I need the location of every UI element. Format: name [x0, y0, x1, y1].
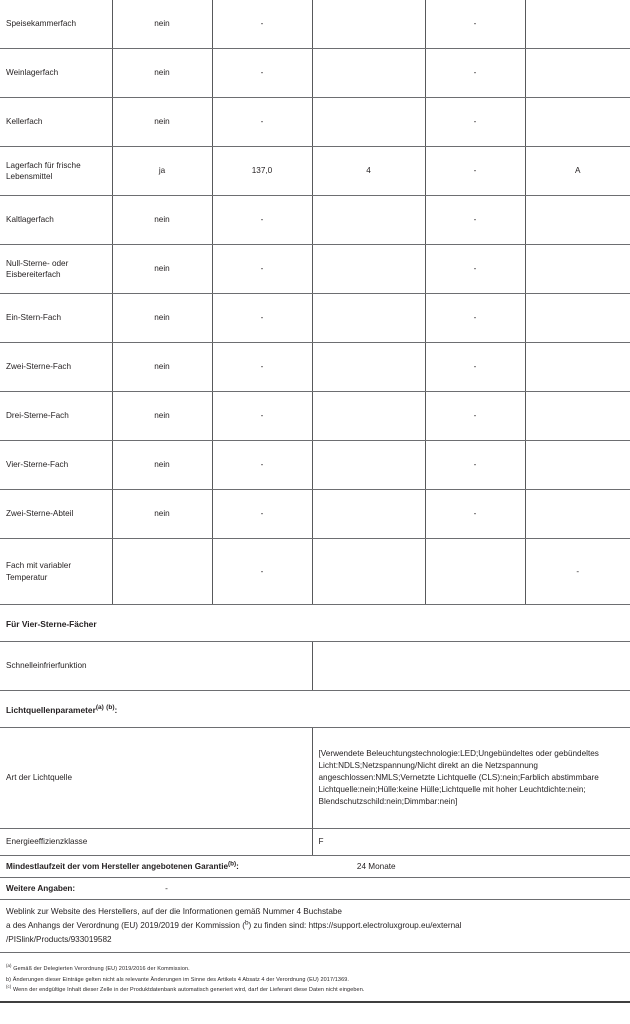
compartment-label: Fach mit variabler Temperatur [0, 539, 112, 605]
footnote-c [6, 986, 624, 995]
footnote-text-c: Wenn der endgültige Inhalt dieser Zelle in der Produktdatenbank automatisch generiert wird, darf der Lieferant diese Daten nicht eingeben. [12, 987, 365, 994]
compartment-defrost-type: - [525, 539, 630, 605]
compartment-volume: - [212, 49, 312, 98]
compartment-label: Speisekammerfach [0, 0, 112, 49]
warranty-label-text: Mindestlaufzeit der vom Hersteller angebotenen Garantie [6, 861, 229, 871]
light-source-kind-value: [Verwendete Beleuchtungstechnologie:LED;Ungebündeltes oder gebündeltes Licht:NDLS;Netzspannung/Nicht direkt an die Netzspannung angeschlossen:NMLS;Vernetzte Lichtquelle (CLS):nein;Farblich abstimmbare Lichtquelle:nein;Hülle:keine Hülle;Lichtquelle mit hoher Leuchtdichte:nein; Blendschutzschild:nein;Dimmbar:nein] [312, 728, 630, 829]
footnotes [0, 957, 630, 1003]
compartment-temperature [312, 294, 425, 343]
compartment-label: Drei-Sterne-Fach [0, 392, 112, 441]
compartment-volume: - [212, 0, 312, 49]
footnote-marker-b: b) [6, 976, 12, 983]
compartment-present: ja [112, 147, 212, 196]
further-info-value: - [165, 883, 168, 893]
compartment-present: nein [112, 245, 212, 294]
compartment-freezing-capacity: - [425, 294, 525, 343]
footnote-ref-b: b [244, 919, 249, 927]
compartment-volume: - [212, 392, 312, 441]
compartment-defrost-type [525, 245, 630, 294]
compartment-temperature [312, 196, 425, 245]
table-row [0, 728, 630, 829]
weblink-line-1: Weblink zur Website des Herstellers, auf der die Informationen gemäß Nummer 4 Buchstabe [6, 907, 342, 916]
compartment-freezing-capacity: - [425, 245, 525, 294]
quick-freeze-label: Schnelleinfrierfunktion [0, 642, 312, 691]
compartment-freezing-capacity: - [425, 343, 525, 392]
compartment-defrost-type [525, 392, 630, 441]
compartment-present: nein [112, 196, 212, 245]
compartment-present: nein [112, 490, 212, 539]
compartment-defrost-type [525, 49, 630, 98]
four-star-table [0, 642, 630, 691]
light-source-kind-label: Art der Lichtquelle [0, 728, 312, 829]
warranty-row [0, 856, 630, 878]
table-row [0, 642, 630, 691]
warranty-label [6, 861, 239, 873]
compartment-freezing-capacity: - [425, 490, 525, 539]
compartment-defrost-type: A [525, 147, 630, 196]
compartment-present: nein [112, 343, 212, 392]
table-row [0, 539, 630, 605]
table-row [0, 98, 630, 147]
footnote-text-b: Änderungen dieser Einträge gelten nicht als relevante Änderungen im Sinne des Artikels 4 Absatz 4 der Verordnung (EU) 2017/1369. [12, 976, 350, 983]
compartment-temperature [312, 0, 425, 49]
table-row [0, 392, 630, 441]
compartment-label: Zwei-Sterne-Abteil [0, 490, 112, 539]
compartment-freezing-capacity: - [425, 49, 525, 98]
compartment-label: Kaltlagerfach [0, 196, 112, 245]
compartment-volume: - [212, 245, 312, 294]
compartment-present: nein [112, 441, 212, 490]
compartment-label: Kellerfach [0, 98, 112, 147]
compartment-temperature [312, 245, 425, 294]
compartment-freezing-capacity: - [425, 98, 525, 147]
table-row [0, 829, 630, 856]
table-row [0, 343, 630, 392]
footnote-ref-b: (b) [106, 704, 115, 712]
compartment-freezing-capacity: - [425, 147, 525, 196]
quick-freeze-value [312, 642, 630, 691]
compartment-label: Weinlagerfach [0, 49, 112, 98]
compartment-freezing-capacity: - [425, 0, 525, 49]
footnote-ref-a: (a) [95, 704, 104, 712]
compartment-present: nein [112, 0, 212, 49]
compartment-volume: - [212, 294, 312, 343]
compartment-present: nein [112, 98, 212, 147]
compartment-temperature [312, 490, 425, 539]
compartment-label: Lagerfach für frische Lebensmittel [0, 147, 112, 196]
compartment-freezing-capacity: - [425, 196, 525, 245]
section-heading-light-source: Lichtquellenparameter$^{(a)}$ $^{(b)}$: [0, 691, 630, 728]
section-heading-four-star: Für Vier-Sterne-Fächer [0, 605, 630, 642]
compartment-temperature [312, 392, 425, 441]
table-row [0, 294, 630, 343]
compartment-label: Zwei-Sterne-Fach [0, 343, 112, 392]
compartment-volume: - [212, 98, 312, 147]
warranty-label-colon: : [236, 861, 239, 871]
energy-efficiency-class-label: Energieeffizienzklasse [0, 829, 312, 856]
table-row [0, 147, 630, 196]
compartment-volume: - [212, 196, 312, 245]
compartment-temperature: 4 [312, 147, 425, 196]
further-info-label: Weitere Angaben: [6, 883, 76, 893]
weblink-row [0, 900, 630, 953]
compartment-freezing-capacity: - [425, 441, 525, 490]
footnote-text-a: Gemäß der Delegierten Verordnung (EU) 2019/2016 der Kommission. [13, 966, 190, 973]
compartment-temperature [312, 539, 425, 605]
compartment-freezing-capacity: - [425, 392, 525, 441]
compartment-temperature [312, 441, 425, 490]
table-row [0, 196, 630, 245]
compartment-volume: - [212, 490, 312, 539]
compartment-temperature [312, 49, 425, 98]
footnote-ref-b: (b) [228, 859, 237, 867]
footnote-marker-c: (c) [6, 984, 12, 990]
four-star-table-body [0, 642, 630, 691]
compartment-present: nein [112, 294, 212, 343]
light-source-heading-text: Lichtquellenparameter [6, 705, 96, 715]
warranty-value: 24 Monate [356, 861, 396, 871]
compartment-defrost-type [525, 196, 630, 245]
compartment-label: Ein-Stern-Fach [0, 294, 112, 343]
table-row [0, 0, 630, 49]
compartment-defrost-type [525, 294, 630, 343]
light-source-table-body [0, 728, 630, 856]
compartment-defrost-type [525, 98, 630, 147]
compartment-present [112, 539, 212, 605]
compartment-defrost-type [525, 490, 630, 539]
compartment-defrost-type [525, 343, 630, 392]
compartment-temperature [312, 98, 425, 147]
further-info-row [0, 878, 630, 900]
compartment-present: nein [112, 49, 212, 98]
light-source-table [0, 728, 630, 856]
table-row [0, 49, 630, 98]
compartment-label: Vier-Sterne-Fach [0, 441, 112, 490]
compartment-volume: - [212, 441, 312, 490]
footnote-b [6, 976, 624, 985]
footnote-a [6, 965, 624, 974]
compartment-temperature [312, 343, 425, 392]
table-row [0, 245, 630, 294]
weblink-line-2-suffix: ) zu finden sind: https://support.electroluxgroup.eu/external [248, 921, 462, 931]
compartment-label: Null-Sterne- oder Eisbereiterfach [0, 245, 112, 294]
compartment-volume: - [212, 343, 312, 392]
compartment-volume: - [212, 539, 312, 605]
table-row [0, 441, 630, 490]
compartment-freezing-capacity [425, 539, 525, 605]
compartment-present: nein [112, 392, 212, 441]
footnote-marker-a: (a) [6, 963, 12, 969]
compartment-defrost-type [525, 441, 630, 490]
compartment-volume: 137,0 [212, 147, 312, 196]
table-row [0, 490, 630, 539]
weblink-line-3: /PISlink/Products/933019582 [6, 935, 112, 945]
compartment-defrost-type [525, 0, 630, 49]
energy-efficiency-class-value: F [312, 829, 630, 856]
weblink-line-2-prefix: a des Anhangs der Verordnung (EU) 2019/2019 der Kommission ( [6, 921, 245, 931]
